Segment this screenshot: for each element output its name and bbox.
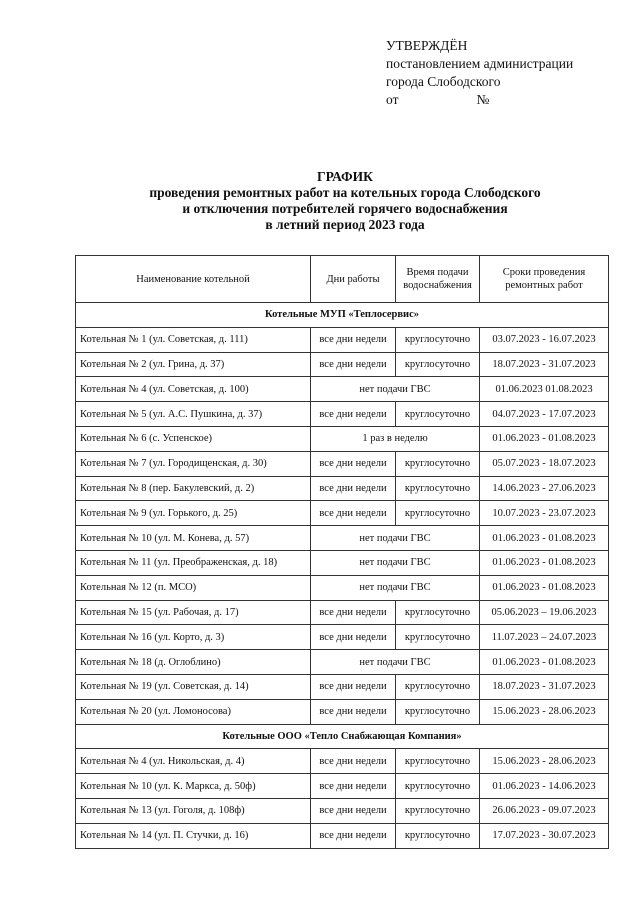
repair-dates-cell: 01.06.2023 - 01.08.2023: [480, 426, 609, 451]
boiler-name-cell: Котельная № 19 (ул. Советская, д. 14): [76, 674, 311, 699]
table-row: [76, 526, 609, 551]
group-header-row: [76, 303, 609, 328]
working-days-cell: все дни недели: [311, 674, 396, 699]
header-supply-line-1: Время подачи: [406, 267, 469, 278]
supply-time-cell: круглосуточно: [396, 451, 480, 476]
table-row: [76, 823, 609, 848]
header-working-days: Дни работы: [311, 256, 396, 303]
repair-dates-cell: 11.07.2023 – 24.07.2023: [480, 625, 609, 650]
table-row: [76, 650, 609, 675]
approval-decree: постановлением администрации: [386, 56, 574, 71]
boiler-name-cell: Котельная № 9 (ул. Горького, д. 25): [76, 501, 311, 526]
working-days-cell: все дни недели: [311, 625, 396, 650]
table-row: [76, 352, 609, 377]
repair-dates-cell: 17.07.2023 - 30.07.2023: [480, 823, 609, 848]
approval-city: города Слободского: [386, 74, 501, 89]
repair-dates-cell: 01.06.2023 - 01.08.2023: [480, 575, 609, 600]
repair-dates-cell: 26.06.2023 - 09.07.2023: [480, 798, 609, 823]
boiler-name-cell: Котельная № 4 (ул. Никольская, д. 4): [76, 749, 311, 774]
table-row: [76, 798, 609, 823]
header-supply-line-2: водоснабжения: [403, 280, 472, 291]
table-row: [76, 774, 609, 799]
group-title: Котельные ООО «Тепло Снабжающая Компания»: [76, 724, 609, 749]
repair-dates-cell: 01.06.2023 - 14.06.2023: [480, 774, 609, 799]
repair-dates-cell: 05.06.2023 – 19.06.2023: [480, 600, 609, 625]
supply-time-cell: круглосуточно: [396, 674, 480, 699]
title-line-2: проведения ремонтных работ на котельных города Слободского: [149, 185, 541, 200]
approval-block: [386, 37, 626, 109]
table-row: [76, 674, 609, 699]
table-row: [76, 426, 609, 451]
boiler-name-cell: Котельная № 15 (ул. Рабочая, д. 17): [76, 600, 311, 625]
supply-status-cell: 1 раз в неделю: [311, 426, 480, 451]
table-row: [76, 451, 609, 476]
working-days-cell: все дни недели: [311, 774, 396, 799]
repair-dates-cell: 01.06.2023 - 01.08.2023: [480, 550, 609, 575]
supply-time-cell: круглосуточно: [396, 823, 480, 848]
repair-schedule-table: [75, 255, 609, 849]
working-days-cell: все дни недели: [311, 476, 396, 501]
supply-status-cell: нет подачи ГВС: [311, 575, 480, 600]
header-dates-line-1: Сроки проведения: [502, 267, 586, 278]
boiler-name-cell: Котельная № 5 (ул. А.С. Пушкина, д. 37): [76, 402, 311, 427]
working-days-cell: все дни недели: [311, 798, 396, 823]
table-body: [76, 303, 609, 849]
working-days-cell: все дни недели: [311, 600, 396, 625]
repair-dates-cell: 10.07.2023 - 23.07.2023: [480, 501, 609, 526]
header-boiler-name: Наименование котельной: [76, 256, 311, 303]
working-days-cell: все дни недели: [311, 402, 396, 427]
table-row: [76, 575, 609, 600]
table-row: [76, 699, 609, 724]
working-days-cell: все дни недели: [311, 699, 396, 724]
table-header-row: [76, 256, 609, 303]
title-line-4: в летний период 2023 года: [265, 217, 425, 232]
header-dates-line-2: ремонтных работ: [505, 280, 583, 291]
supply-status-cell: нет подачи ГВС: [311, 650, 480, 675]
supply-time-cell: круглосуточно: [396, 352, 480, 377]
supply-time-cell: круглосуточно: [396, 625, 480, 650]
working-days-cell: все дни недели: [311, 501, 396, 526]
boiler-name-cell: Котельная № 8 (пер. Бакулевский, д. 2): [76, 476, 311, 501]
boiler-name-cell: Котельная № 1 (ул. Советская, д. 111): [76, 327, 311, 352]
table-row: [76, 327, 609, 352]
working-days-cell: все дни недели: [311, 823, 396, 848]
repair-dates-cell: 03.07.2023 - 16.07.2023: [480, 327, 609, 352]
repair-dates-cell: 04.07.2023 - 17.07.2023: [480, 402, 609, 427]
table-row: [76, 501, 609, 526]
approval-date-number: [386, 91, 626, 109]
title-line-3: и отключения потребителей горячего водоснабжения: [182, 201, 508, 216]
table-row: [76, 600, 609, 625]
repair-dates-cell: 15.06.2023 - 28.06.2023: [480, 699, 609, 724]
approval-from-label: от: [386, 92, 399, 107]
table-row: [76, 625, 609, 650]
approval-number-label: №: [476, 92, 490, 107]
header-repair-dates: [480, 256, 609, 303]
repair-dates-cell: 14.06.2023 - 27.06.2023: [480, 476, 609, 501]
boiler-name-cell: Котельная № 18 (д. Оглоблино): [76, 650, 311, 675]
boiler-name-cell: Котельная № 11 (ул. Преображенская, д. 18): [76, 550, 311, 575]
boiler-name-cell: Котельная № 4 (ул. Советская, д. 100): [76, 377, 311, 402]
boiler-name-cell: Котельная № 2 (ул. Грина, д. 37): [76, 352, 311, 377]
boiler-name-cell: Котельная № 14 (ул. П. Стучки, д. 16): [76, 823, 311, 848]
repair-dates-cell: 01.06.2023 01.08.2023: [480, 377, 609, 402]
boiler-name-cell: Котельная № 10 (ул. М. Конева, д. 57): [76, 526, 311, 551]
repair-dates-cell: 01.06.2023 - 01.08.2023: [480, 650, 609, 675]
boiler-name-cell: Котельная № 10 (ул. К. Маркса, д. 50ф): [76, 774, 311, 799]
approval-status: УТВЕРЖДЁН: [386, 38, 468, 53]
table-row: [76, 749, 609, 774]
boiler-name-cell: Котельная № 7 (ул. Городищенская, д. 30): [76, 451, 311, 476]
supply-status-cell: нет подачи ГВС: [311, 550, 480, 575]
working-days-cell: все дни недели: [311, 327, 396, 352]
boiler-name-cell: Котельная № 12 (п. МСО): [76, 575, 311, 600]
repair-dates-cell: 18.07.2023 - 31.07.2023: [480, 674, 609, 699]
title-line-1: ГРАФИК: [317, 169, 373, 184]
repair-dates-cell: 05.07.2023 - 18.07.2023: [480, 451, 609, 476]
working-days-cell: все дни недели: [311, 352, 396, 377]
repair-dates-cell: 01.06.2023 - 01.08.2023: [480, 526, 609, 551]
supply-time-cell: круглосуточно: [396, 327, 480, 352]
supply-time-cell: круглосуточно: [396, 476, 480, 501]
working-days-cell: все дни недели: [311, 451, 396, 476]
repair-dates-cell: 15.06.2023 - 28.06.2023: [480, 749, 609, 774]
supply-status-cell: нет подачи ГВС: [311, 377, 480, 402]
supply-time-cell: круглосуточно: [396, 798, 480, 823]
supply-time-cell: круглосуточно: [396, 501, 480, 526]
document-title: [60, 169, 630, 233]
boiler-name-cell: Котельная № 20 (ул. Ломоносова): [76, 699, 311, 724]
supply-time-cell: круглосуточно: [396, 600, 480, 625]
group-title: Котельные МУП «Теплосервис»: [76, 303, 609, 328]
table-row: [76, 377, 609, 402]
repair-dates-cell: 18.07.2023 - 31.07.2023: [480, 352, 609, 377]
supply-time-cell: круглосуточно: [396, 699, 480, 724]
supply-status-cell: нет подачи ГВС: [311, 526, 480, 551]
boiler-name-cell: Котельная № 16 (ул. Корто, д. 3): [76, 625, 311, 650]
supply-time-cell: круглосуточно: [396, 749, 480, 774]
boiler-name-cell: Котельная № 6 (с. Успенское): [76, 426, 311, 451]
supply-time-cell: круглосуточно: [396, 774, 480, 799]
table-row: [76, 402, 609, 427]
table-row: [76, 476, 609, 501]
boiler-name-cell: Котельная № 13 (ул. Гоголя, д. 108ф): [76, 798, 311, 823]
working-days-cell: все дни недели: [311, 749, 396, 774]
table-row: [76, 550, 609, 575]
header-supply-time: [396, 256, 480, 303]
group-header-row: [76, 724, 609, 749]
supply-time-cell: круглосуточно: [396, 402, 480, 427]
